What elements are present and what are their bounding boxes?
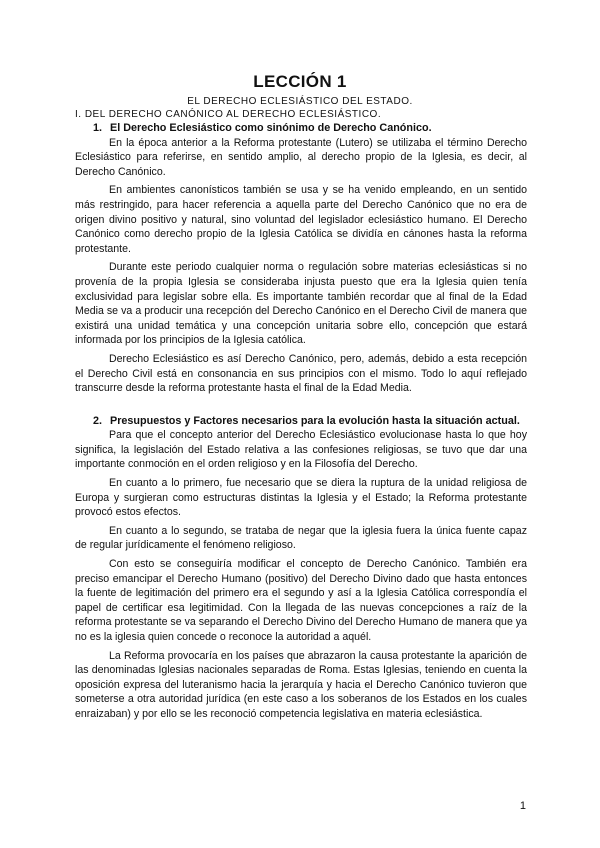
- paragraph: Para que el concepto anterior del Derecho Eclesiástico evolucionase hasta lo que hoy significa, la legislación del Estado relativa a las confesiones religiosas, se tuvo que dar una importante conmoción en el orden religioso y en la Filosofía del Derecho.: [75, 429, 527, 471]
- spacer: [75, 400, 527, 414]
- paragraph: En la época anterior a la Reforma protestante (Lutero) se utilizaba el término Derecho Eclesiástico para referirse, en sentido amplio, al derecho propio de la Iglesia, es decir, al Derecho Canónico.: [75, 136, 527, 178]
- paragraph: En cuanto a lo segundo, se trataba de negar que la iglesia fuera la única fuente capaz de regular jurídicamente el fenómeno religioso.: [75, 524, 527, 552]
- paragraph: Con esto se conseguiría modificar el concepto de Derecho Canónico. También era preciso emancipar el Derecho Humano (positivo) del Derecho Divino dado que hasta entonces la fuente de legitimación del primero era el segundo y así a la Iglesia Católica correspondía el papel de certificar esa legitimidad. Con la llegada de las nuevas concepciones a raíz de la reforma protestante se va separando el Derecho Divino del Derecho Humano de manera que ya no es la iglesia quien concede o reconoce la autoridad a aquél.: [75, 558, 527, 643]
- section-heading-1: [75, 121, 527, 136]
- section-heading-2: [75, 414, 527, 429]
- heading-text: Presupuestos y Factores necesarios para la evolución hasta la situación actual.: [110, 414, 520, 427]
- page-number: 1: [519, 800, 526, 812]
- paragraph: En cuanto a lo primero, fue necesario que se diera la ruptura de la unidad religiosa de Europa y surgieran como estructuras distintas la Iglesia y el Estado; la Reforma protestante provocó estos efectos.: [75, 477, 527, 519]
- paragraph: Derecho Eclesiástico es así Derecho Canónico, pero, además, debido a esta recepción el Derecho Civil está en consonancia en sus principios con el mismo. Todo lo aquí reflejado transcurre desde la reforma protestante hasta el final de la Edad Media.: [75, 352, 527, 395]
- paragraph: En ambientes canonísticos también se usa y se ha venido empleando, en un sentido más restringido, para hacer referencia a aquella parte del Derecho Canónico que no era de origen divino positivo y natural, sino voluntad del legislador eclesiástico humano. El Derecho Canónico como derecho propio de la Iglesia Católica se dividía en cánones hasta la reforma protestante.: [75, 184, 527, 255]
- heading-number: 2.: [93, 414, 103, 427]
- document-body: [75, 121, 527, 726]
- heading-text: El Derecho Eclesiástico como sinónimo de Derecho Canónico.: [110, 122, 432, 134]
- heading-number: 1.: [93, 122, 103, 134]
- paragraph: Durante este periodo cualquier norma o regulación sobre materias eclesiásticas si no provenía de la propia Iglesia se consideraba injusta puesto que era la Iglesia quien tenía exclusividad para legislar sobre ella. Es importante también recordar que al final de la Edad Media se va a producir una recepción del Derecho Canónico en el Derecho Civil de manera que existirá una unidad temática y una concepción unitaria sobre ello, concepción que estará informada por los principios de la Iglesia católica.: [75, 261, 527, 347]
- paragraph: La Reforma provocaría en los países que abrazaron la causa protestante la aparición de las denominadas Iglesias nacionales separadas de Roma. Estas Iglesias, teniendo en cuenta la oposición expresa del luteranismo hacia la jerarquía y hacia el Derecho Canónico tuvieron que someterse a otra autoridad jurídica (en este caso a los soberanos de los Estados en los cuales enraizaban) y por ello se les reconoció competencia legislativa en materia eclesiástica.: [75, 649, 527, 720]
- section-label: I. DEL DERECHO CANÓNICO AL DERECHO ECLESIÁSTICO.: [75, 109, 382, 120]
- lesson-title: LECCIÓN 1: [253, 72, 347, 91]
- lesson-subtitle: EL DERECHO ECLESIÁSTICO DEL ESTADO.: [187, 96, 413, 107]
